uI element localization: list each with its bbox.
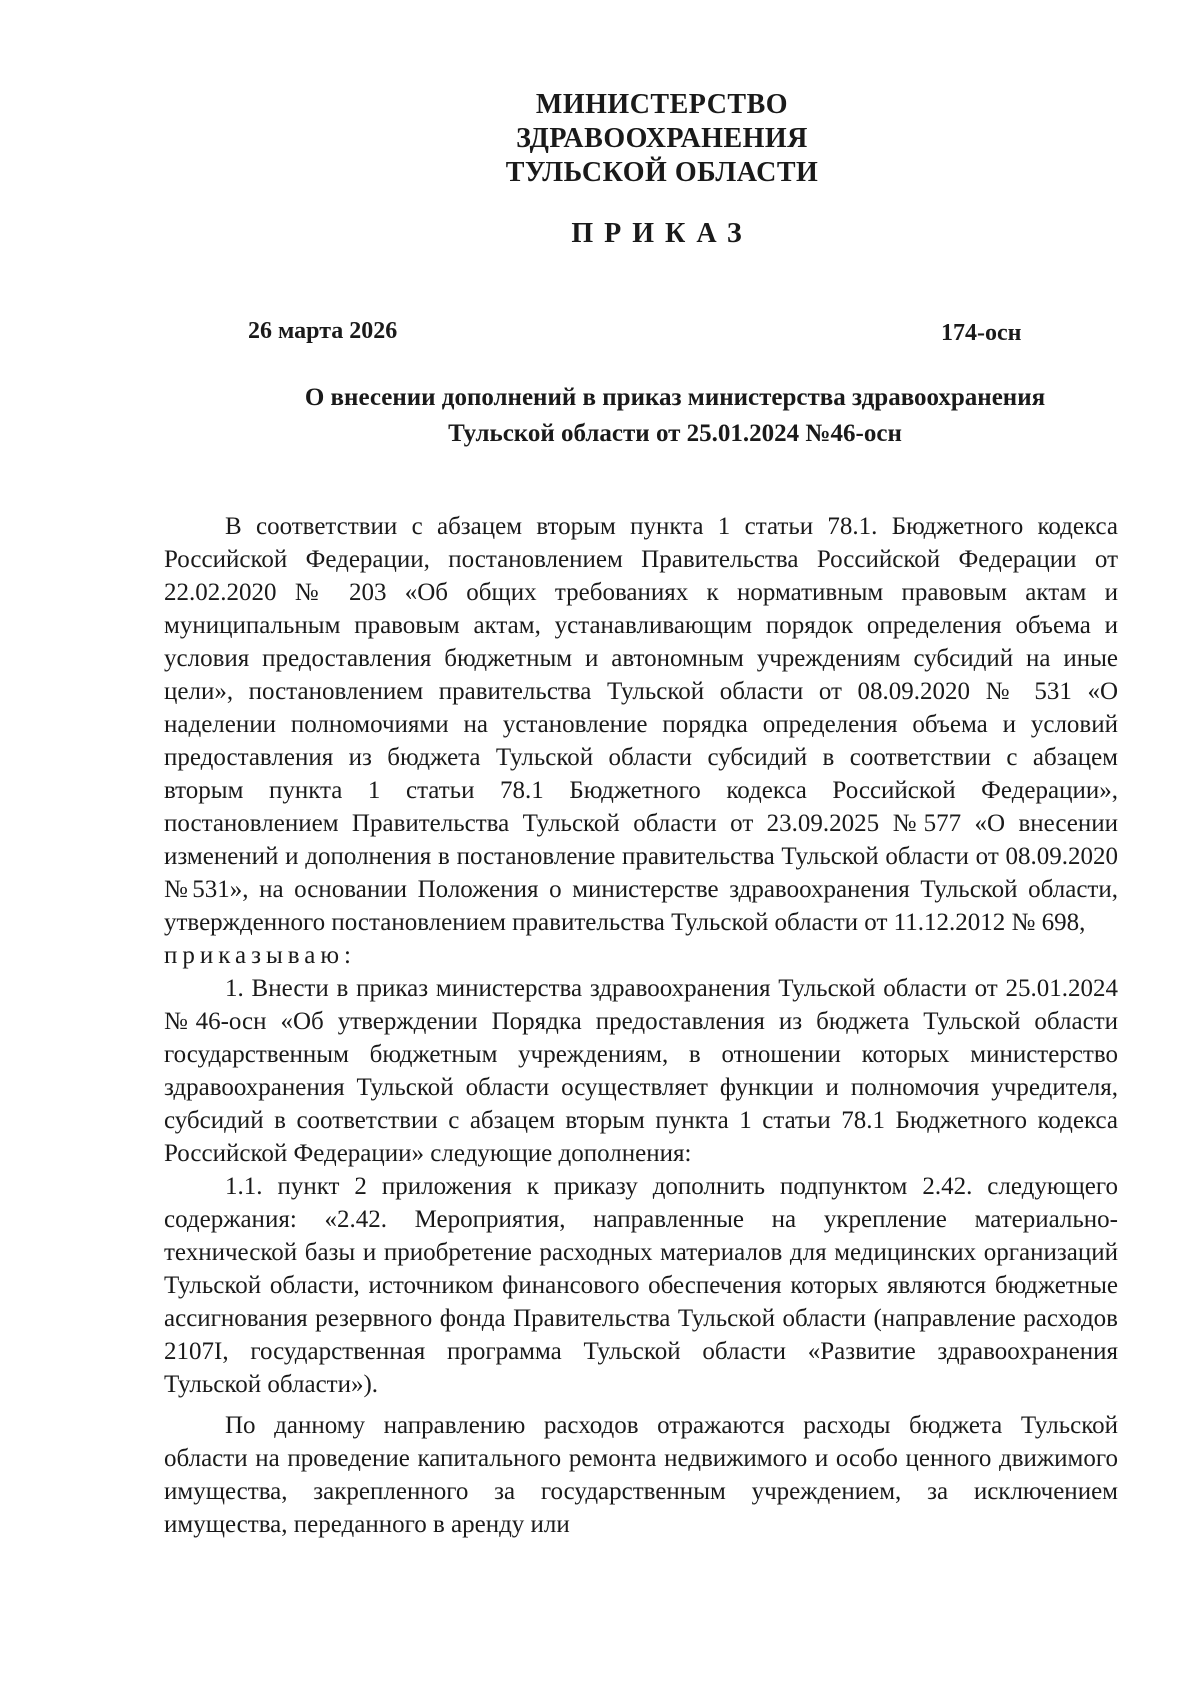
- body-prikazyvayu: приказываю:: [164, 942, 356, 969]
- order-date: 26 марта 2026: [248, 318, 398, 344]
- body-paragraph-expenses: По данному направлению расходов отражаются расходы бюджета Тульской области на проведение капитального ремонта недвижимого и особо ценного движимого имущества, закрепленного за государственным учреждением, за исключением имущества, переданного в аренду или: [164, 1412, 1118, 1538]
- order-title: ПРИКАЗ: [571, 218, 753, 249]
- order-subject: [160, 380, 1190, 452]
- order-number: 174-осн: [941, 320, 1022, 346]
- order-body: [164, 510, 1118, 1541]
- ministry-header-line3: ТУЛЬСКОЙ ОБЛАСТИ: [505, 157, 819, 188]
- ministry-header-line2: ЗДРАВООХРАНЕНИЯ: [516, 123, 808, 154]
- ministry-header-line1: МИНИСТЕРСТВО: [535, 89, 789, 120]
- order-subject-line1: О внесении дополнений в приказ министерства здравоохранения: [304, 384, 1046, 411]
- body-paragraph-item1-1: 1.1. пункт 2 приложения к приказу дополнить подпунктом 2.42. следующего содержания: «2.42. Мероприятия, направленные на укрепление материально-технической базы и приобретение расходных материалов для медицинских организаций Тульской области, источником финансового обеспечения которых являются бюджетные ассигнования резервного фонда Правительства Тульской области (направление расходов 2107I, государственная программа Тульской области «Развитие здравоохранения Тульской области»).: [164, 1173, 1118, 1398]
- body-paragraph-item1: 1. Внести в приказ министерства здравоохранения Тульской области от 25.01.2024 №46-осн «Об утверждении Порядка предоставления из бюджета Тульской области государственным бюджетным учреждениям, в отношении которых министерство здравоохранения Тульской области осуществляет функции и полномочия учредителя, субсидий в соответствии с абзацем вторым пункта 1 статьи 78.1 Бюджетного кодекса Российской Федерации» следующие дополнения:: [164, 975, 1118, 1167]
- order-subject-line2: Тульской области от 25.01.2024 №46-осн: [448, 420, 902, 447]
- body-paragraph-preamble: В соответствии с абзацем вторым пункта 1 статьи 78.1. Бюджетного кодекса Российской Федерации, постановлением Правительства Российской Федерации от 22.02.2020 № 203 «Об общих требованиях к нормативным правовым актам и муниципальным правовым актам, устанавливающим порядок определения объема и условия предоставления бюджетным и автономным учреждениям субсидий на иные цели», постановлением правительства Тульской области от 08.09.2020 № 531 «О наделении полномочиями на установление порядка определения объема и условий предоставления из бюджета Тульской области субсидий в соответствии с абзацем вторым пункта 1 статьи 78.1 Бюджетного кодекса Российской Федерации», постановлением Правительства Тульской области от 23.09.2025 №577 «О внесении изменений и дополнения в постановление правительства Тульской области от 08.09.2020 №531», на основании Положения о министерстве здравоохранения Тульской области, утвержденного постановлением правительства Тульской области от 11.12.2012 № 698,: [164, 513, 1118, 936]
